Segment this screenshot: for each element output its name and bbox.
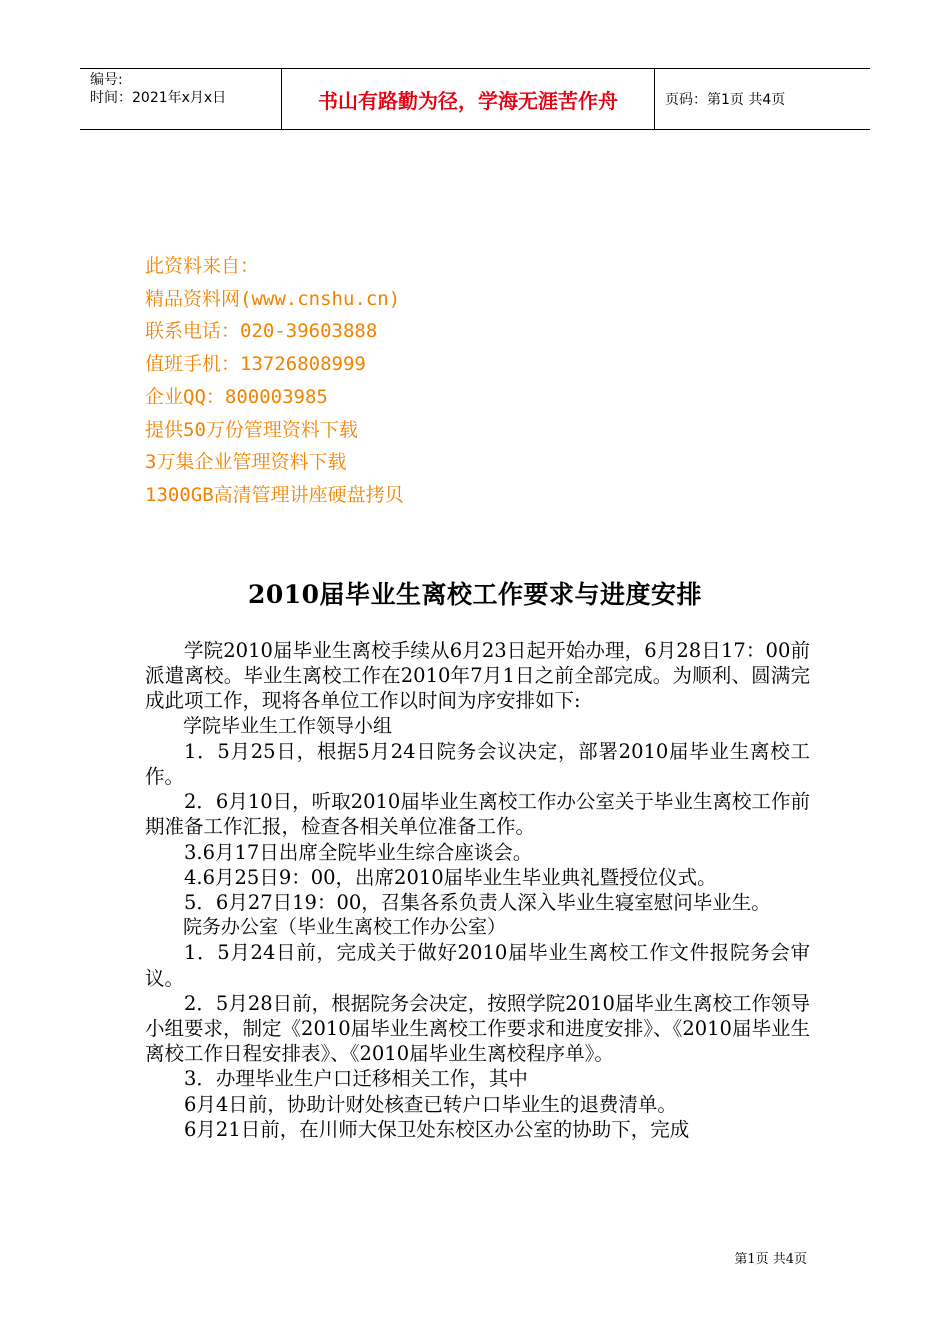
section-title: 学院毕业生工作领导小组 xyxy=(183,714,393,737)
list-item: 4.6月25日9：00，出席2010届毕业生毕业典礼暨授位仪式。 xyxy=(184,865,717,889)
header-meta xyxy=(80,69,282,129)
source-info xyxy=(145,250,404,512)
document-body xyxy=(145,638,810,1142)
header-number: 编号: xyxy=(90,72,123,88)
list-item: 6月21日前，在川师大保卫处东校区办公室的协助下，完成 xyxy=(184,1117,690,1141)
intro-paragraph: 学院2010届毕业生离校手续从6月23日起开始办理，6月28日17：00前派遣离校。毕业生离校工作在2010年7月1日之前全部完成。为顺利、圆满完成此项工作，现将各单位工作以时间为序安排如下: xyxy=(145,639,810,713)
source-line: 企业QQ：800003985 xyxy=(145,385,328,408)
source-line: 1300GB高清管理讲座硬盘拷贝 xyxy=(145,483,404,506)
list-item: 5．6月27日19：00，召集各系负责人深入毕业生寝室慰问毕业生。 xyxy=(184,891,771,915)
header-motto: 书山有路勤为径，学海无涯苦作舟 xyxy=(282,69,655,129)
list-item: 3．办理毕业生户口迁移相关工作，其中 xyxy=(184,1067,528,1091)
header-time: 时间：2021年x月x日 xyxy=(90,90,227,106)
section-title: 院务办公室（毕业生离校工作办公室） xyxy=(183,916,507,939)
source-line: 3万集企业管理资料下载 xyxy=(145,451,347,474)
source-line: 提供50万份管理资料下载 xyxy=(145,418,358,441)
list-item: 6月4日前，协助计财处核查已转户口毕业生的退费清单。 xyxy=(184,1092,677,1116)
list-item: 2．6月10日，听取2010届毕业生离校工作办公室关于毕业生离校工作前期准备工作汇报，检查各相关单位准备工作。 xyxy=(145,790,810,839)
list-item: 1．5月25日，根据5月24日院务会议决定，部署2010届毕业生离校工作。 xyxy=(145,739,810,789)
list-item: 2．5月28日前，根据院务会决定，按照学院2010届毕业生离校工作领导小组要求，制定《2010届毕业生离校工作要求和进度安排》、《2010届毕业生离校工作日程安排表》、《2010届毕业生离校程序单》。 xyxy=(145,991,810,1066)
document-title: 2010届毕业生离校工作要求与进度安排 xyxy=(247,580,703,609)
list-item: 3.6月17日出席全院毕业生综合座谈会。 xyxy=(184,840,533,864)
page-footer: 第1页 共4页 xyxy=(734,1252,807,1267)
list-item: 1．5月24日前，完成关于做好2010届毕业生离校工作文件报院务会审议。 xyxy=(145,941,810,990)
source-line: 精品资料网(www.cnshu.cn) xyxy=(145,287,401,310)
source-line: 此资料来自： xyxy=(145,255,260,277)
source-line: 值班手机：13726808999 xyxy=(145,353,366,376)
page-header xyxy=(80,68,870,130)
header-page-info: 页码：第1页 共4页 xyxy=(665,92,786,108)
source-line: 联系电话：020-39603888 xyxy=(145,320,378,343)
